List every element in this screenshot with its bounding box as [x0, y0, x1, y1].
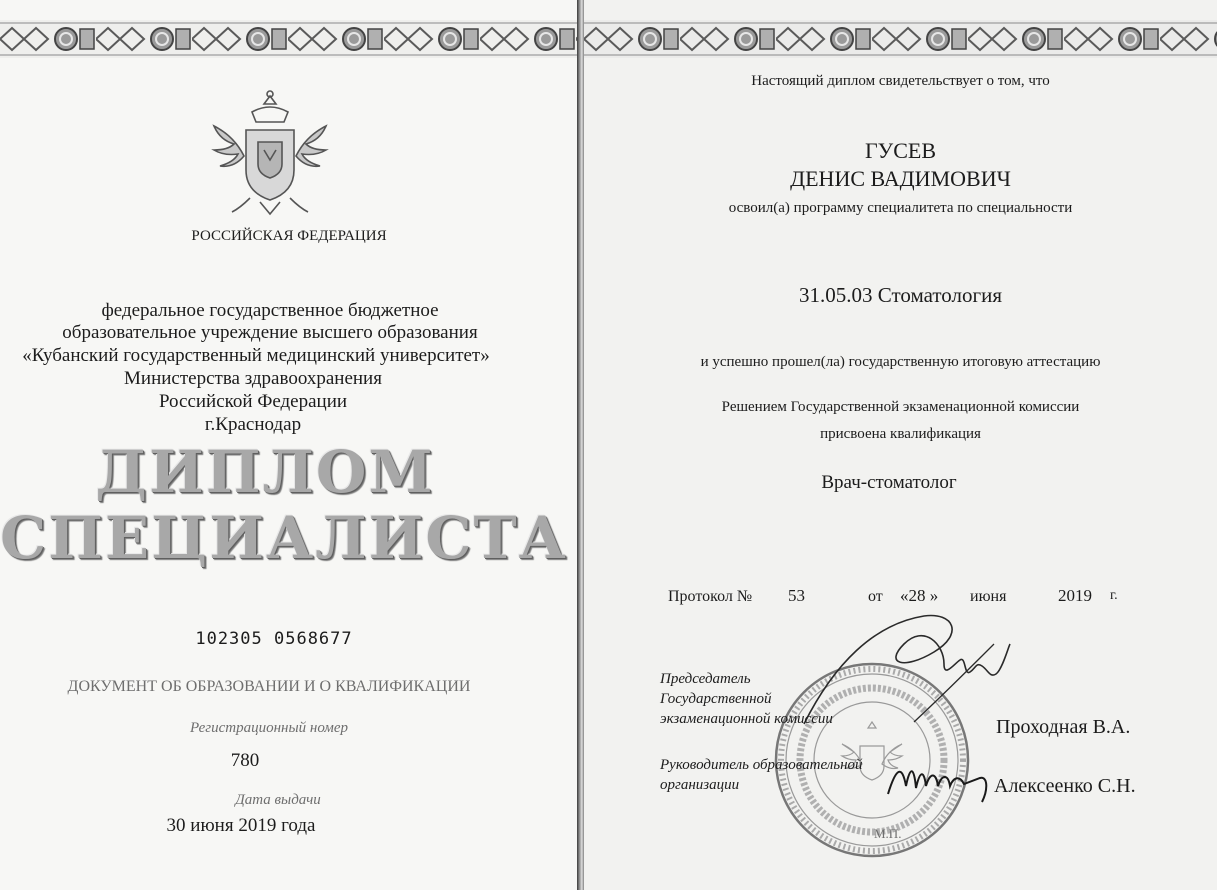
- diploma-title-line2: СПЕЦИАЛИСТА: [0, 504, 568, 572]
- institution-line: федеральное государственное бюджетное: [101, 300, 439, 321]
- protocol-day: «28 »: [900, 586, 939, 605]
- chair-title-line: Председатель: [660, 671, 751, 687]
- issue-date-label: Дата выдачи: [235, 792, 321, 808]
- program-text: освоил(а) программу специалитета по специальности: [728, 200, 1073, 216]
- protocol-year: 2019: [1058, 586, 1092, 605]
- chair-title-line: экзаменационной комиссии: [660, 711, 833, 727]
- attestation-text: и успешно прошел(ла) государственную итоговую аттестацию: [700, 354, 1101, 370]
- head-name: Алексеенко С.Н.: [994, 775, 1136, 797]
- institution-name: «Кубанский государственный медицинский университет»: [22, 345, 490, 366]
- graduate-name: ДЕНИС ВАДИМОВИЧ: [790, 166, 1011, 191]
- institution-line: образовательное учреждение высшего образования: [62, 322, 478, 343]
- right-page: [584, 0, 1217, 890]
- qualification: Врач-стоматолог: [821, 472, 957, 493]
- registration-number-label: Регистрационный номер: [189, 720, 348, 736]
- country-label: РОССИЙСКАЯ ФЕДЕРАЦИЯ: [191, 228, 387, 244]
- specialty: 31.05.03 Стоматология: [798, 283, 1003, 307]
- stamp-mark-label: М.П.: [874, 826, 902, 841]
- head-title-line: организации: [660, 777, 740, 793]
- registration-number: 780: [230, 750, 260, 771]
- institution-line: Российской Федерации: [158, 391, 348, 412]
- qualification-assigned-text: присвоена квалификация: [820, 426, 981, 442]
- protocol-from: от: [868, 588, 883, 605]
- coat-of-arms-emblem: [204, 86, 336, 220]
- ornamental-band-right: [584, 20, 1217, 58]
- diploma-serial-number: 102305 0568677: [195, 629, 353, 649]
- issue-date: 30 июня 2019 года: [166, 815, 316, 836]
- protocol-month: июня: [970, 588, 1007, 605]
- protocol-number: 53: [788, 586, 805, 605]
- institution-city: г.Краснодар: [204, 414, 302, 435]
- graduate-surname: ГУСЕВ: [864, 138, 937, 163]
- head-title-line: Руководитель образовательной: [660, 757, 863, 773]
- institution-line: Министерства здравоохранения: [124, 368, 382, 389]
- commission-decision-text: Решением Государственной экзаменационной комиссии: [721, 399, 1080, 415]
- left-page: [0, 0, 578, 890]
- chair-name: Проходная В.А.: [996, 716, 1131, 738]
- document-type: ДОКУМЕНТ ОБ ОБРАЗОВАНИИ И О КВАЛИФИКАЦИИ: [67, 678, 471, 695]
- protocol-year-suffix: г.: [1110, 588, 1118, 603]
- ornament-band-pattern: [584, 20, 1217, 58]
- protocol-label: Протокол №: [668, 588, 753, 605]
- intro-text: Настоящий диплом свидетельствует о том, что: [751, 73, 1050, 89]
- ornamental-band-left: [0, 20, 578, 58]
- head-signature: [884, 756, 994, 806]
- diploma-title-line1: ДИПЛОМ: [95, 438, 435, 506]
- chair-title-line: Государственной: [660, 691, 772, 707]
- ornament-band-pattern: [0, 20, 578, 58]
